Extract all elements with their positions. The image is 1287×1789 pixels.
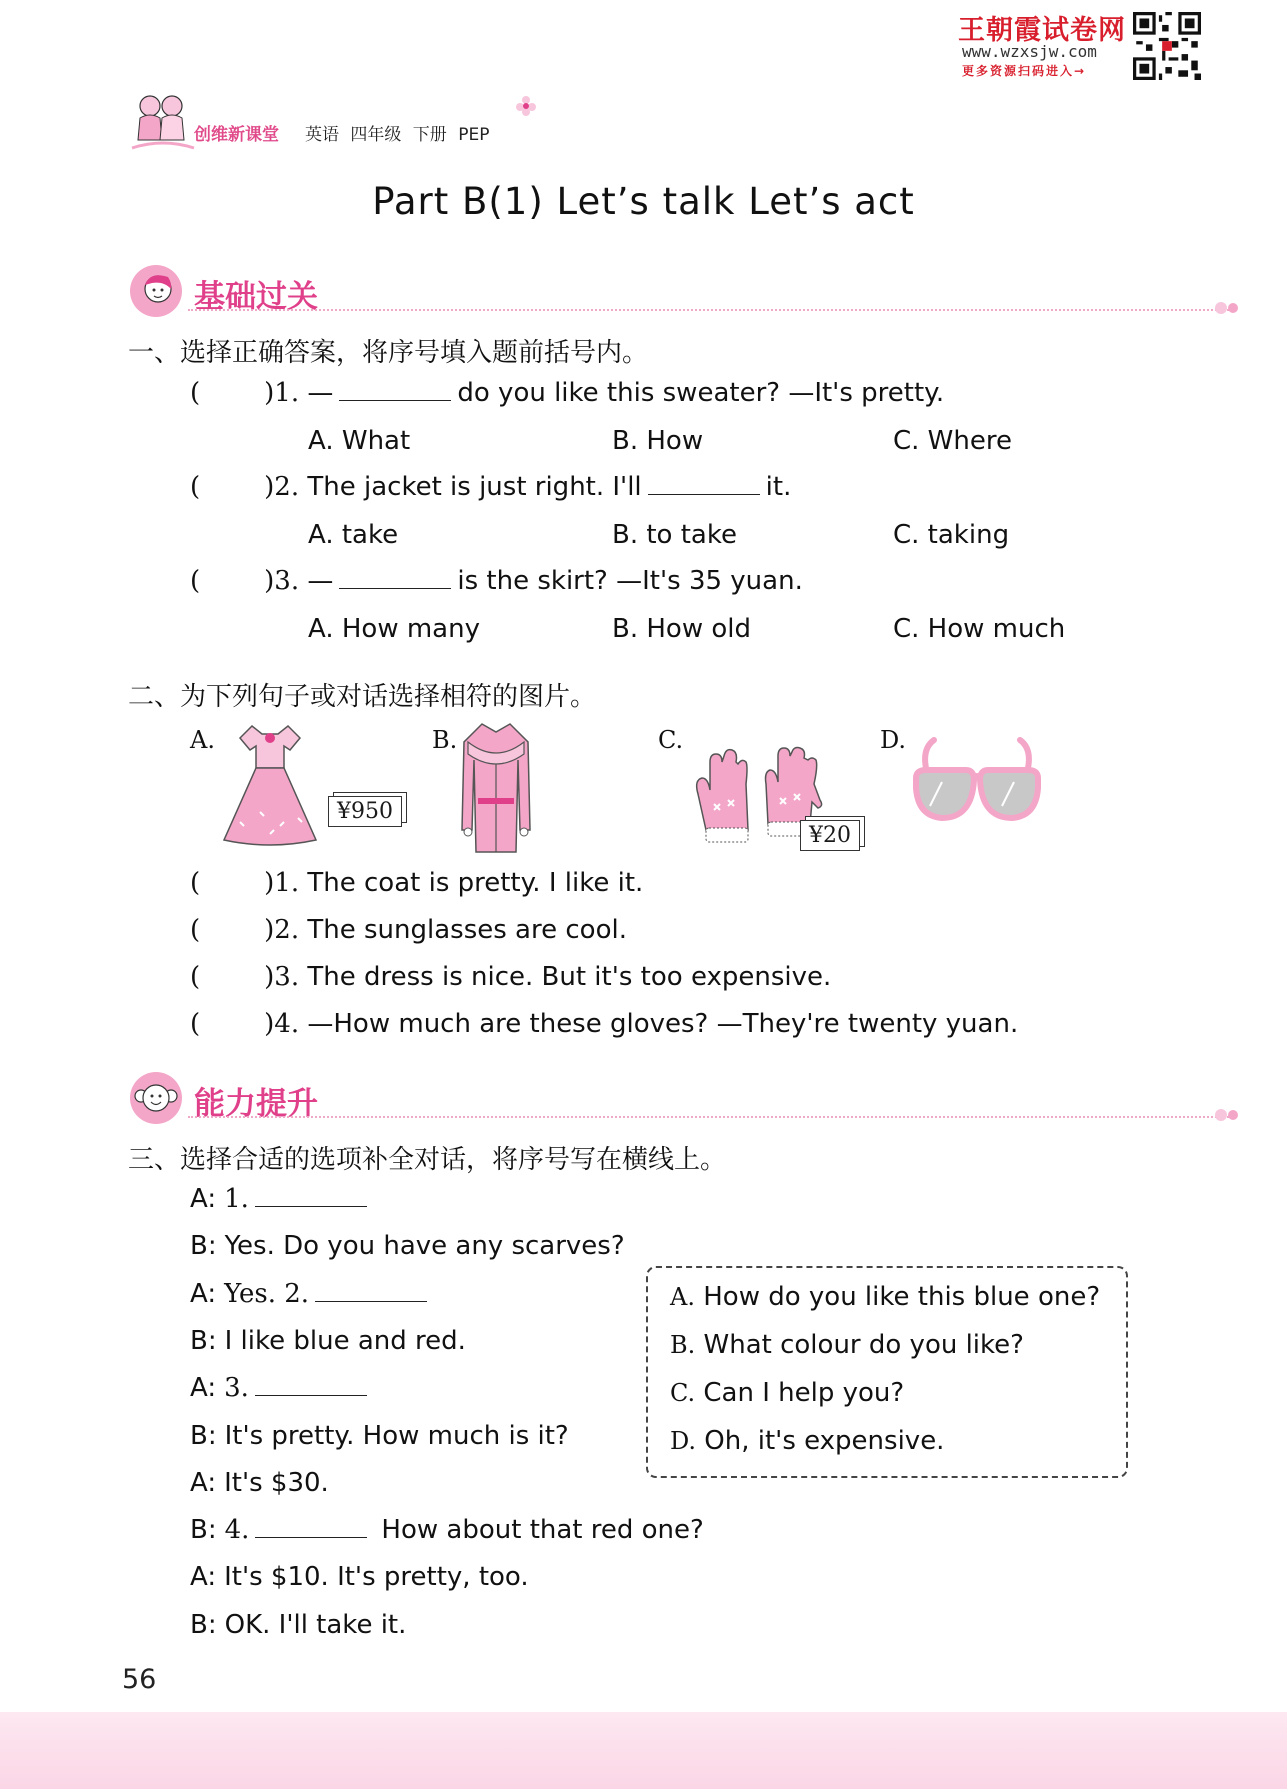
speaker: B: (190, 1231, 217, 1261)
q1-item-1-option-a[interactable]: A. What (308, 426, 411, 456)
dots-icon (1214, 1108, 1240, 1122)
dotted-divider (188, 1116, 1236, 1118)
options-box (646, 1266, 1128, 1478)
q1-item-1-option-c[interactable]: C. Where (893, 426, 1012, 456)
dots-icon (1214, 301, 1240, 315)
flower-icon (514, 94, 538, 118)
price-tag-dress: ¥950 (328, 796, 402, 827)
q2-item-3: ( )3. The dress is nice. But it's too expensive. (190, 962, 832, 992)
dialogue-line (190, 1515, 704, 1545)
fill-blank[interactable] (255, 1515, 367, 1538)
q1-item-3-option-b[interactable]: B. How old (612, 614, 751, 644)
option-c[interactable]: C. Can I help you? (670, 1378, 905, 1408)
fill-blank[interactable] (315, 1279, 427, 1302)
series-logo-icon (128, 88, 198, 158)
sunglasses-icon (912, 736, 1042, 828)
q2-item-4: ( )4. —How much are these gloves? —They're twenty yuan. (190, 1009, 1019, 1039)
q1-item-3: ( )3. — is the skirt? —It's 35 yuan. (190, 566, 803, 596)
dialogue-text: It's $30. (224, 1468, 329, 1498)
speaker: B: (190, 1326, 217, 1356)
q1-item-2-option-c[interactable]: C. taking (893, 520, 1010, 550)
q1-item-1-option-b[interactable]: B. How (612, 426, 704, 456)
question-2-heading: 二、为下列句子或对话选择相符的图片。 (128, 682, 597, 712)
q1-item-1: ( )1. — do you like this sweater? —It's pretty. (190, 378, 945, 408)
option-b[interactable]: B. What colour do you like? (670, 1330, 1024, 1360)
speaker: B: (190, 1610, 217, 1640)
dialogue-line (190, 1468, 329, 1498)
speaker: A: (190, 1184, 217, 1214)
dialogue-line (190, 1562, 529, 1592)
q1-item-3-option-a[interactable]: A. How many (308, 614, 480, 644)
dialogue-line (190, 1373, 373, 1403)
picture-label-b: B. (432, 726, 458, 754)
blank-number: Yes. 2. (224, 1279, 310, 1309)
price-tag-gloves: ¥20 (800, 820, 860, 851)
fill-blank[interactable] (255, 1184, 367, 1207)
q1-item-2-option-a[interactable]: A. take (308, 520, 399, 550)
dialogue-text: OK. I'll take it. (224, 1610, 407, 1640)
brand-url: www.wzxsjw.com (962, 42, 1097, 61)
coat-icon (456, 720, 536, 856)
blank-number: 3. (224, 1373, 249, 1403)
dialogue-line (190, 1610, 406, 1640)
series-name: 创维新课堂 (194, 125, 279, 145)
picture-label-d: D. (880, 726, 907, 754)
q2-item-2: ( )2. The sunglasses are cool. (190, 915, 627, 945)
dress-icon (220, 722, 320, 848)
picture-label-a: A. (190, 726, 215, 754)
monkey-badge-icon (128, 1070, 184, 1126)
section-header-basics (128, 263, 1128, 325)
blank-number: 4. (224, 1515, 250, 1545)
speaker: B: (190, 1515, 217, 1545)
footer-band (0, 1712, 1287, 1789)
brand-tagline: 更多资源扫码进入→ (962, 64, 1087, 78)
option-a[interactable]: A. How do you like this blue one? (670, 1282, 1101, 1312)
speaker: A: (190, 1373, 217, 1403)
q2-item-1: ( )1. The coat is pretty. I like it. (190, 868, 644, 898)
dialogue-text: Yes. Do you have any scarves? (224, 1231, 625, 1261)
picture-label-c: C. (658, 726, 684, 754)
speaker: B: (190, 1421, 217, 1451)
option-d[interactable]: D. Oh, it's expensive. (670, 1426, 945, 1456)
dialogue-line (190, 1279, 433, 1309)
speaker: A: (190, 1279, 217, 1309)
speaker: A: (190, 1562, 217, 1592)
question-1-heading: 一、选择正确答案，将序号填入题前括号内。 (128, 338, 649, 368)
question-3-heading: 三、选择合适的选项补全对话，将序号写在横线上。 (128, 1145, 727, 1175)
speaker: A: (190, 1468, 217, 1498)
dotted-divider (188, 309, 1236, 311)
page-title: Part B(1) Let’s talk Let’s act (372, 180, 915, 223)
dialogue-text: It's $10. It's pretty, too. (224, 1562, 529, 1592)
brand-name: 王朝霞试卷网 (958, 15, 1126, 46)
section-label: 基础过关 (194, 279, 318, 315)
q1-item-2: ( )2. The jacket is just right. I'll it. (190, 472, 792, 502)
section-label: 能力提升 (194, 1086, 318, 1122)
dialogue-text: It's pretty. How much is it? (224, 1421, 569, 1451)
dialogue-text: I like blue and red. (224, 1326, 466, 1356)
fill-blank[interactable] (255, 1373, 367, 1396)
dialogue-line (190, 1184, 373, 1214)
dialogue-text: How about that red one? (381, 1515, 704, 1545)
dialogue-line (190, 1231, 625, 1261)
fill-blank[interactable] (648, 472, 760, 495)
blank-number: 1. (224, 1184, 249, 1214)
fill-blank[interactable] (339, 378, 451, 401)
q1-item-2-option-b[interactable]: B. to take (612, 520, 737, 550)
dialogue-line (190, 1326, 466, 1356)
dialogue-line (190, 1421, 569, 1451)
girl-badge-icon (128, 263, 184, 319)
q1-item-3-option-c[interactable]: C. How much (893, 614, 1066, 644)
section-header-advanced (128, 1070, 1128, 1132)
book-info: 英语 四年级 下册 PEP (305, 125, 490, 145)
fill-blank[interactable] (339, 566, 451, 589)
page-number: 56 (122, 1664, 157, 1695)
qr-code-icon (1133, 12, 1201, 80)
